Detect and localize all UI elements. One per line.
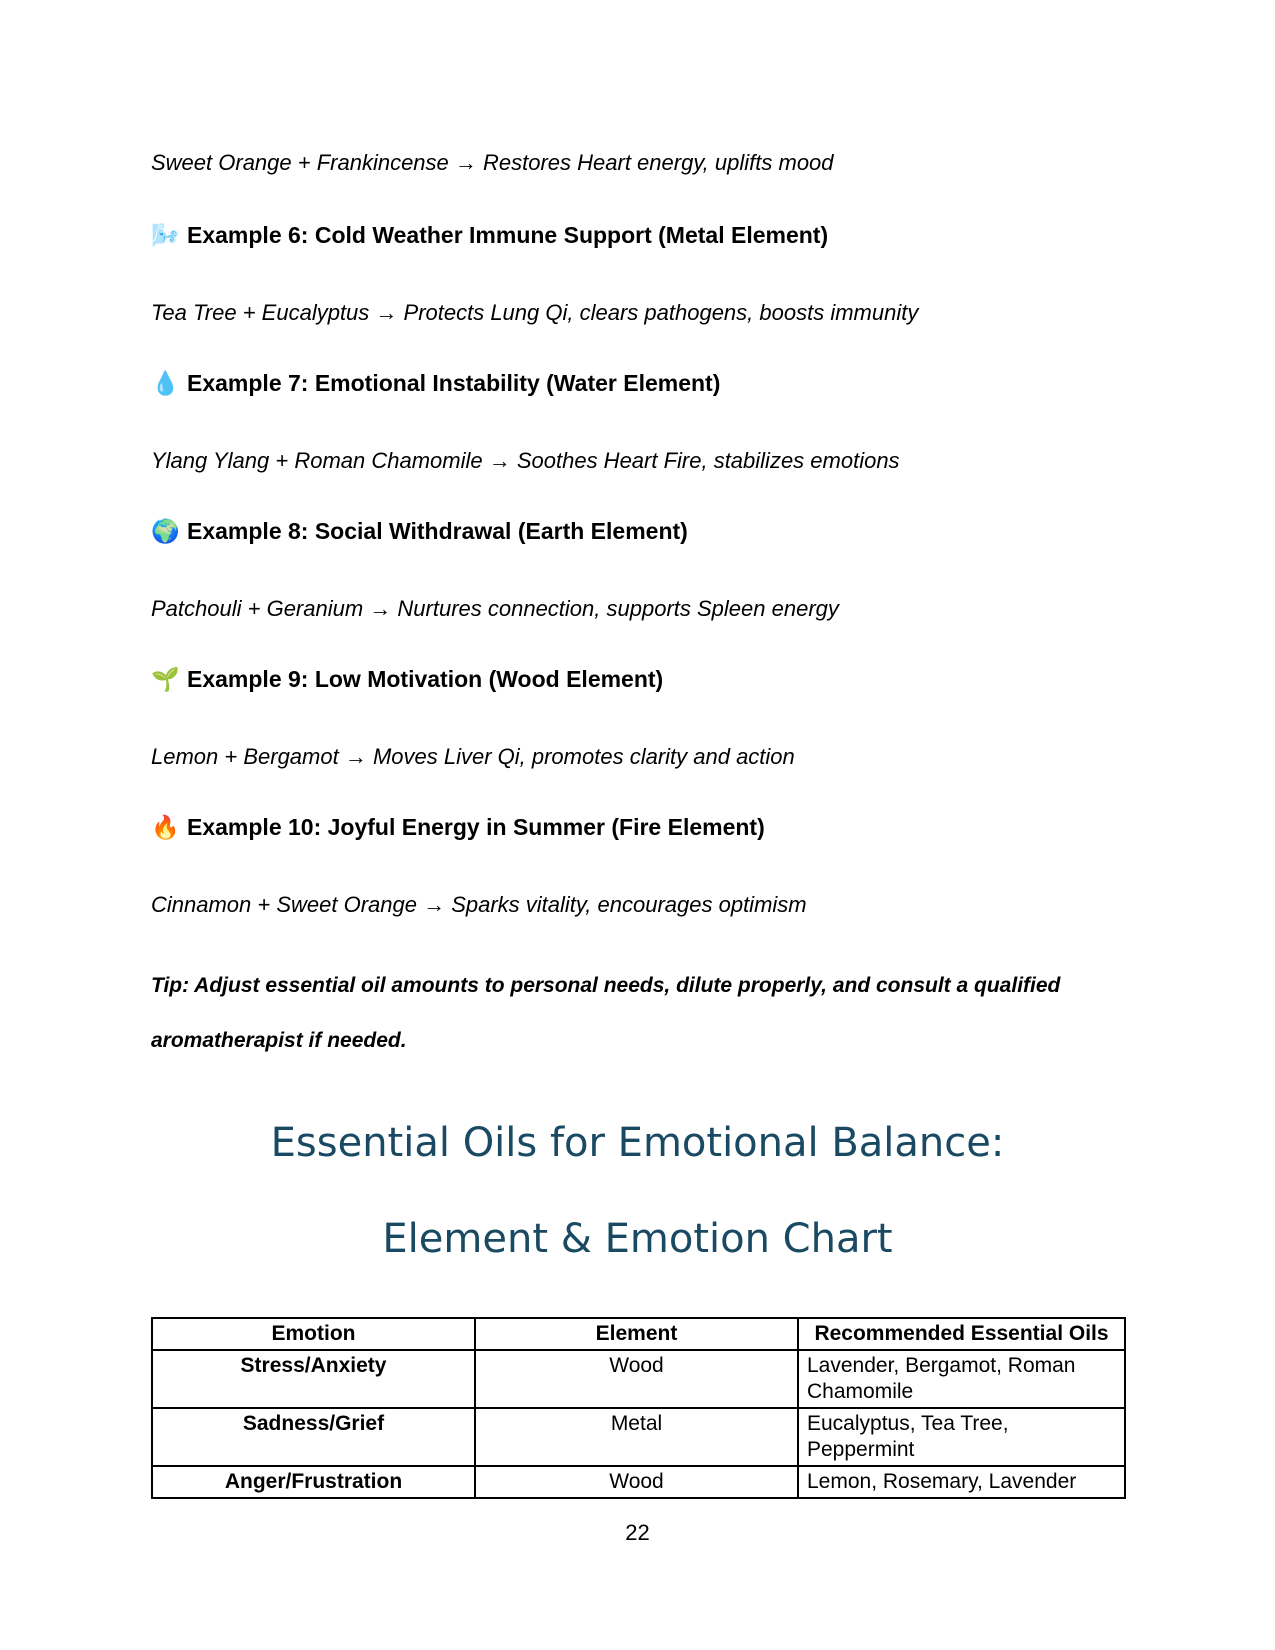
header-cell: Emotion	[152, 1318, 475, 1350]
example-title: Example 8: Social Withdrawal (Earth Element)	[187, 518, 688, 544]
blend-line: Ylang Ylang + Roman Chamomile → Soothes Heart Fire, stabilizes emotions	[151, 448, 900, 473]
blend-line: Cinnamon + Sweet Orange → Sparks vitality, encourages optimism	[151, 892, 807, 917]
emotion-cell: Sadness/Grief	[152, 1408, 475, 1466]
globe-icon: 🌍	[151, 518, 180, 544]
table-row	[152, 1350, 1125, 1408]
example-title: Example 10: Joyful Energy in Summer (Fire Element)	[187, 814, 765, 840]
example-title: Example 6: Cold Weather Immune Support (Metal Element)	[187, 222, 829, 248]
header-cell: Element	[475, 1318, 798, 1350]
seedling-icon: 🌱	[151, 666, 180, 692]
element-cell: Wood	[475, 1466, 798, 1498]
emotion-cell: Anger/Frustration	[152, 1466, 475, 1498]
emotion-chart-table	[151, 1317, 1126, 1499]
element-cell: Wood	[475, 1350, 798, 1408]
wind-icon: 🌬️	[151, 222, 180, 248]
header-cell: Recommended Essential Oils	[798, 1318, 1125, 1350]
element-cell: Metal	[475, 1408, 798, 1466]
fire-icon: 🔥	[151, 814, 180, 840]
example-title: Example 9: Low Motivation (Wood Element)	[187, 666, 664, 692]
oils-cell: Lavender, Bergamot, Roman Chamomile	[798, 1350, 1125, 1408]
blend-line: Patchouli + Geranium → Nurtures connection, supports Spleen energy	[151, 596, 839, 621]
blend-line: Sweet Orange + Frankincense → Restores Heart energy, uplifts mood	[151, 150, 834, 175]
tip-text: Tip: Adjust essential oil amounts to personal needs, dilute properly, and consult a qualified aromatherapist if needed.	[151, 974, 1061, 1052]
droplet-icon: 💧	[151, 370, 180, 396]
example-heading	[151, 518, 688, 545]
example-heading	[151, 666, 663, 693]
blend-line: Tea Tree + Eucalyptus → Protects Lung Qi, clears pathogens, boosts immunity	[151, 300, 919, 325]
table-row	[152, 1466, 1125, 1498]
table-header-row	[152, 1318, 1125, 1350]
table-row	[152, 1408, 1125, 1466]
page-number: 22	[625, 1520, 650, 1545]
section-title: Essential Oils for Emotional Balance: Element & Emotion Chart	[270, 1120, 1005, 1262]
example-title: Example 7: Emotional Instability (Water Element)	[187, 370, 721, 396]
example-heading	[151, 814, 765, 841]
blend-line: Lemon + Bergamot → Moves Liver Qi, promotes clarity and action	[151, 744, 795, 769]
emotion-cell: Stress/Anxiety	[152, 1350, 475, 1408]
oils-cell: Lemon, Rosemary, Lavender	[798, 1466, 1125, 1498]
oils-cell: Eucalyptus, Tea Tree, Peppermint	[798, 1408, 1125, 1466]
example-heading	[151, 222, 828, 249]
example-heading	[151, 370, 720, 397]
